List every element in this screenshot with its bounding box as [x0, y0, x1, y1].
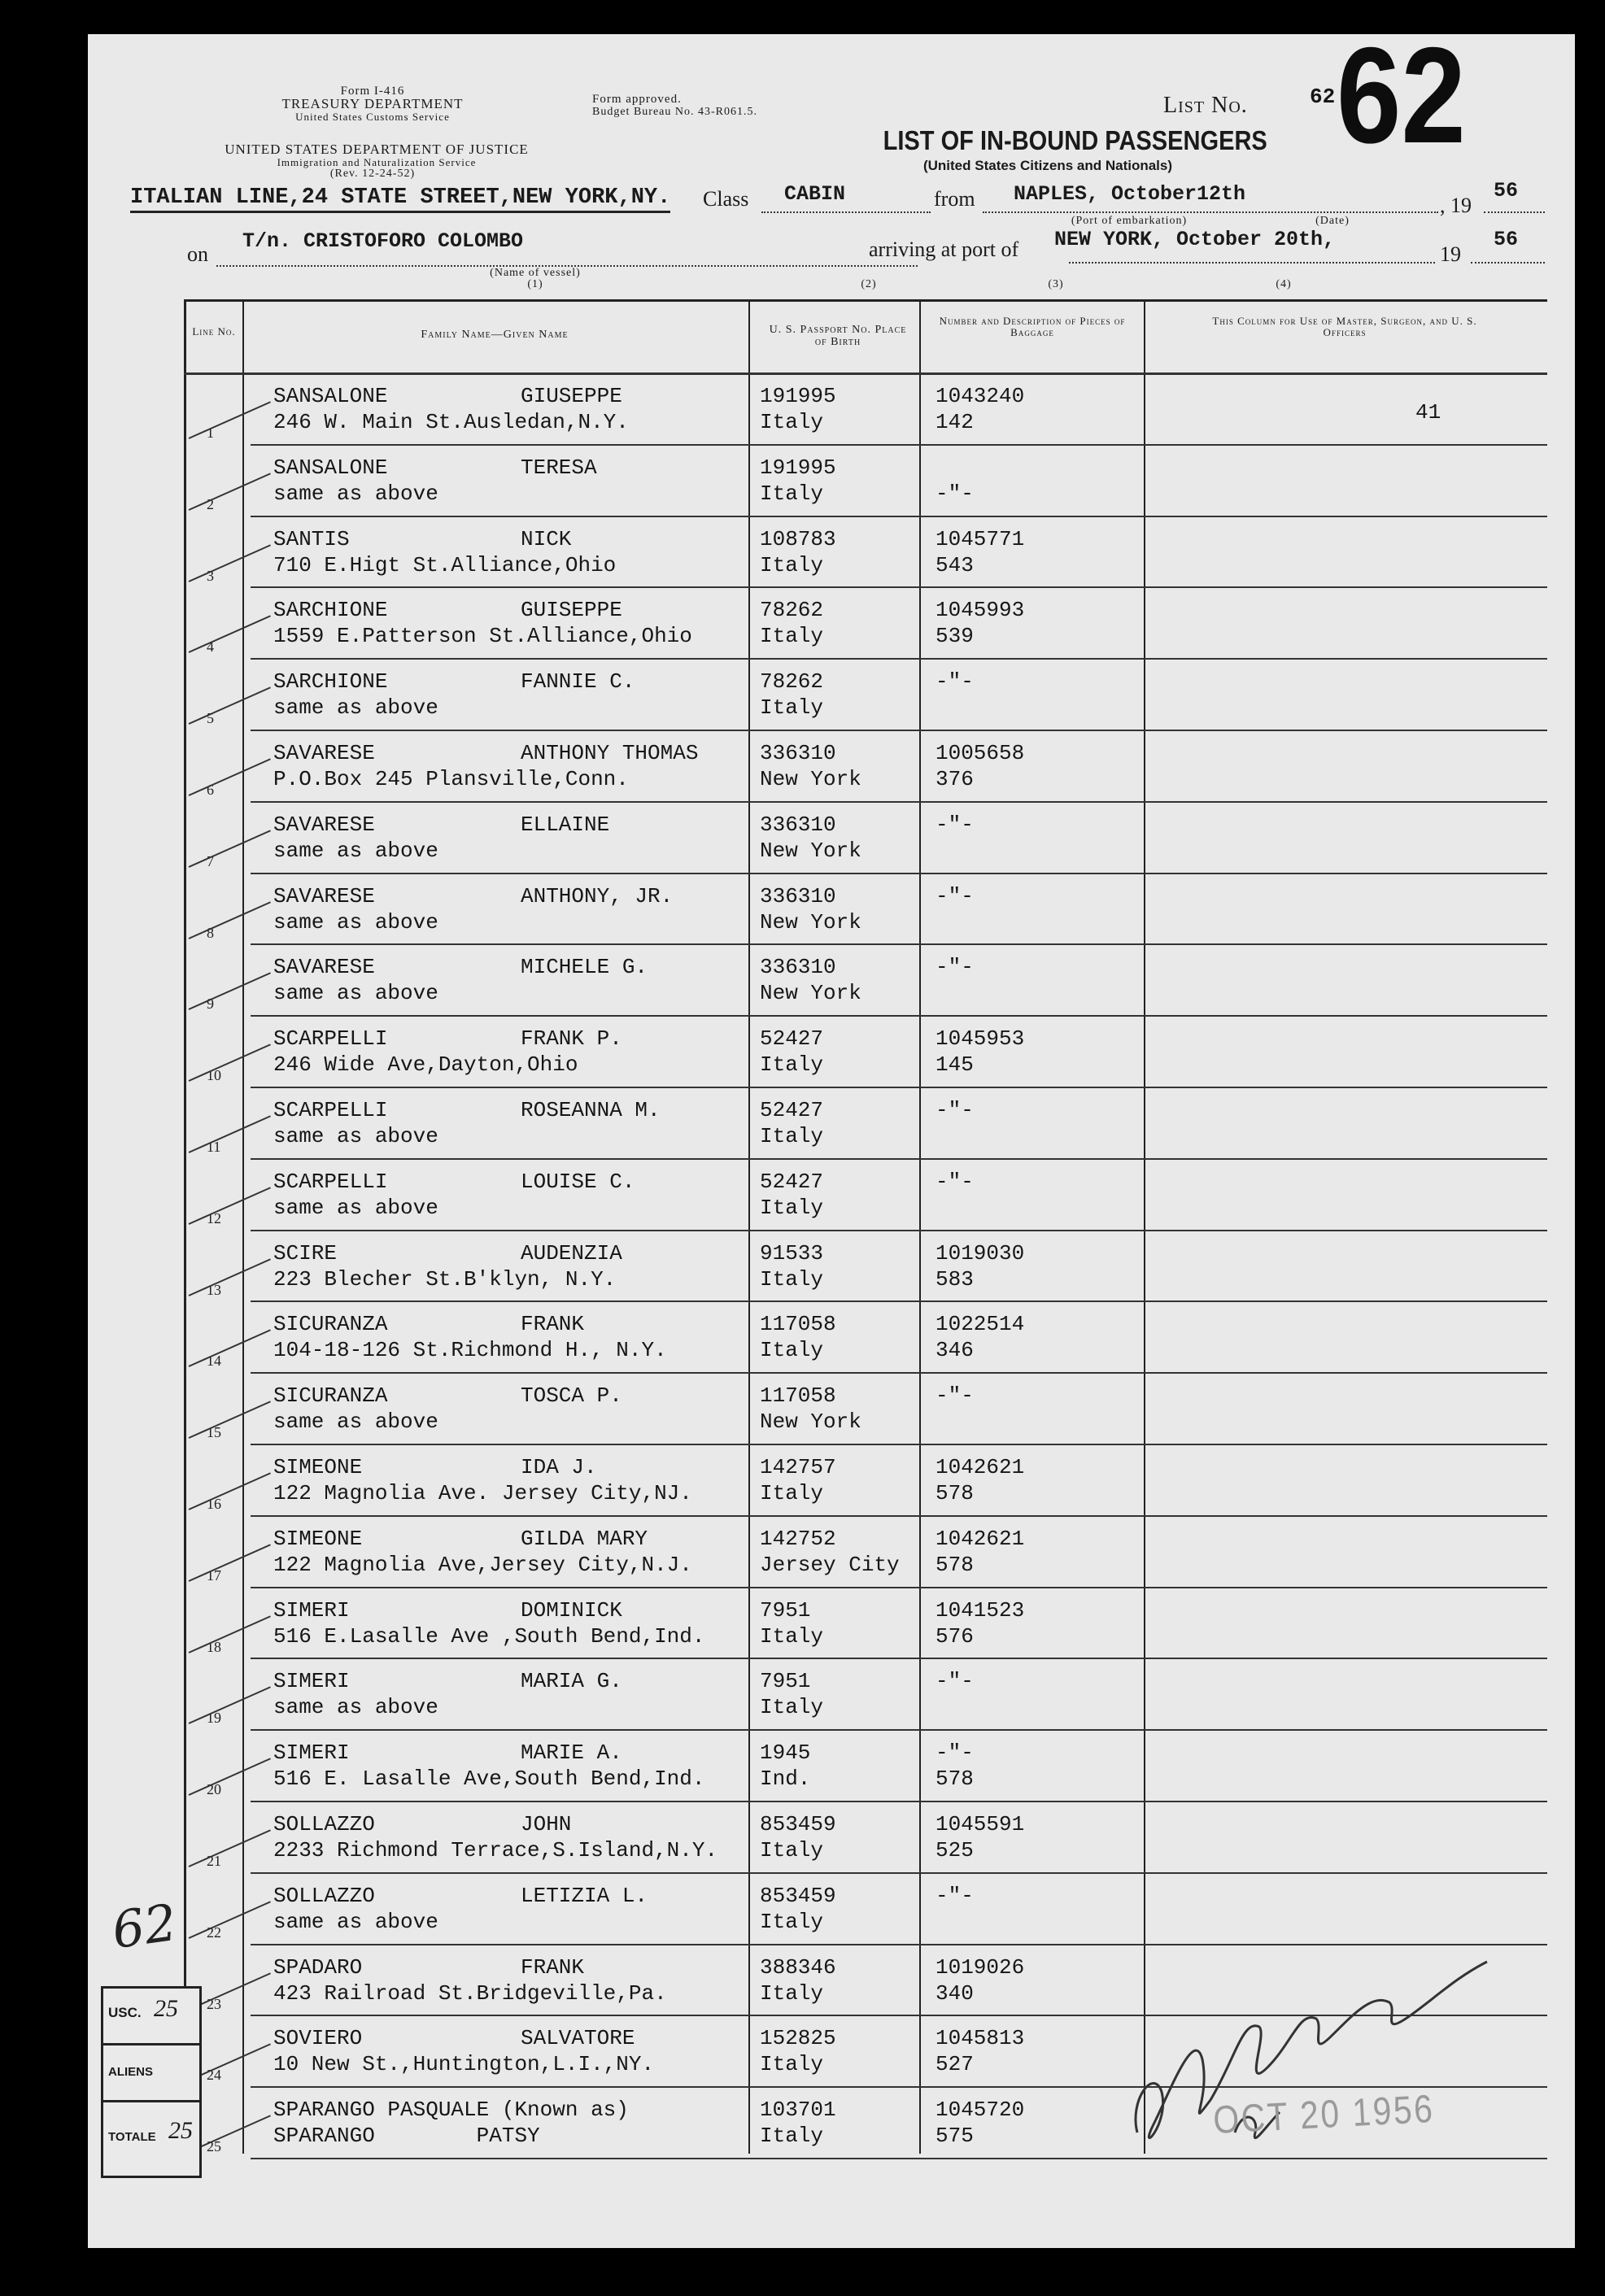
address: 122 Magnolia Ave. Jersey City,NJ.	[273, 1481, 692, 1505]
given-name: FRANK	[521, 1312, 585, 1336]
passport-number: 78262	[760, 669, 824, 694]
place-of-birth: Italy	[760, 1052, 824, 1077]
place-of-birth: Italy	[760, 1838, 824, 1863]
address: same as above	[273, 1124, 438, 1148]
col-baggage-heading: Number and Description of Pieces of Baggage	[939, 315, 1126, 338]
place-of-birth: Italy	[760, 1267, 824, 1292]
line-number: 18	[207, 1639, 221, 1655]
usc-label: USC.	[108, 2005, 142, 2020]
place-of-birth: Italy	[760, 2052, 824, 2076]
line-number: 16	[207, 1496, 221, 1512]
form-number: Form I-416	[340, 85, 405, 98]
given-name: ELLAINE	[521, 813, 610, 837]
row-divider	[251, 1372, 1547, 1374]
family-name: SPARANGO PASQUALE (Known as)	[273, 2098, 629, 2122]
baggage-number: -"-	[936, 813, 974, 837]
baggage-number: 1045953	[936, 1026, 1025, 1051]
form-approved: Form approved.	[592, 93, 682, 106]
class-value: CABIN	[784, 182, 846, 206]
baggage-pieces: 145	[936, 1052, 974, 1077]
col-passport-heading: U. S. Passport No. Place of Birth	[769, 324, 907, 348]
baggage-number: -"-	[936, 1884, 974, 1908]
address: 423 Railroad St.Bridgeville,Pa.	[273, 1981, 667, 2006]
row-divider	[251, 586, 1547, 588]
family-name: SAVARESE	[273, 884, 375, 908]
baggage-pieces: 142	[936, 410, 974, 434]
line-number: 11	[207, 1139, 221, 1155]
baggage-pieces: 543	[936, 553, 974, 577]
document-page	[88, 19, 1575, 2248]
row-divider	[251, 1515, 1547, 1517]
line-number: 15	[207, 1424, 221, 1440]
line-number: 4	[207, 638, 214, 655]
baggage-pieces: -"-	[936, 481, 974, 506]
row-divider	[251, 516, 1547, 517]
family-name: SIMERI	[273, 1741, 350, 1765]
baggage-pieces: 578	[936, 1481, 974, 1505]
passport-number: 336310	[760, 813, 836, 837]
col-officers-heading: This Column for Use of Master, Surgeon, and U. S. Officers	[1212, 315, 1477, 338]
vessel-name: T/n. CRISTOFORO COLOMBO	[242, 229, 524, 253]
row-divider	[251, 1015, 1547, 1017]
given-name: GILDA MARY	[521, 1527, 648, 1551]
line-number: 3	[207, 568, 214, 584]
class-label: Class	[703, 187, 749, 211]
family-name: SOLLAZZO	[273, 1812, 375, 1836]
passport-number: 117058	[760, 1312, 836, 1336]
passport-number: 336310	[760, 741, 836, 765]
baggage-number: 1043240	[936, 384, 1025, 408]
baggage-pieces: 539	[936, 624, 974, 648]
address: P.O.Box 245 Plansville,Conn.	[273, 767, 629, 791]
list-no-small: 62	[1310, 85, 1336, 109]
row-divider	[251, 1300, 1547, 1302]
given-name: FRANK P.	[521, 1026, 622, 1051]
baggage-number: 1022514	[936, 1312, 1025, 1336]
given-name: ANTHONY THOMAS	[521, 741, 699, 765]
line-number: 9	[207, 996, 214, 1012]
passport-number: 853459	[760, 1884, 836, 1908]
line-number: 14	[207, 1353, 221, 1369]
baggage-number: -"-	[936, 1383, 974, 1408]
received-date-stamp: OCT 20 1956	[1212, 2087, 1436, 2142]
row-divider	[251, 658, 1547, 660]
baggage-number: 1045720	[936, 2098, 1025, 2122]
line-number: 7	[207, 853, 214, 869]
row-divider	[251, 1872, 1547, 1874]
line-number: 23	[207, 1996, 221, 2012]
given-name: GIUSEPPE	[521, 384, 622, 408]
address: 246 Wide Ave,Dayton,Ohio	[273, 1052, 578, 1077]
place-of-birth: Italy	[760, 553, 824, 577]
baggage-number: -"-	[936, 1669, 974, 1693]
place-of-birth: Italy	[760, 1624, 824, 1649]
place-of-birth: Italy	[760, 1981, 824, 2006]
passport-number: 336310	[760, 955, 836, 979]
baggage-pieces: 578	[936, 1767, 974, 1791]
usc-box	[101, 1986, 202, 2050]
line-number: 10	[207, 1067, 221, 1083]
baggage-number: 1019026	[936, 1955, 1025, 1980]
passport-number: 52427	[760, 1098, 824, 1122]
baggage-pieces: 527	[936, 2052, 974, 2076]
address: 246 W. Main St.Ausledan,N.Y.	[273, 410, 629, 434]
address: 710 E.Higt St.Alliance,Ohio	[273, 553, 617, 577]
family-name: SIMEONE	[273, 1527, 363, 1551]
justice-dept: UNITED STATES DEPARTMENT OF JUSTICE	[225, 142, 529, 157]
place-of-birth: New York	[760, 767, 861, 791]
treasury-dept: TREASURY DEPARTMENT	[281, 96, 464, 111]
baggage-number: -"-	[936, 884, 974, 908]
passport-number: 108783	[760, 527, 836, 551]
place-of-birth: Italy	[760, 1338, 824, 1362]
passport-number: 7951	[760, 1598, 811, 1623]
address: SPARANGO PATSY	[273, 2124, 540, 2148]
given-name: NICK	[521, 527, 572, 551]
baggage-pieces: 346	[936, 1338, 974, 1362]
line-number: 2	[207, 496, 214, 512]
given-name: IDA J.	[521, 1455, 597, 1479]
row-divider	[251, 943, 1547, 945]
family-name: SANTIS	[273, 527, 350, 551]
place-of-birth: Italy	[760, 1481, 824, 1505]
given-name: TOSCA P.	[521, 1383, 622, 1408]
row-divider	[251, 801, 1547, 803]
baggage-number: 1045591	[936, 1812, 1025, 1836]
line-number: 20	[207, 1781, 221, 1797]
place-of-birth: Italy	[760, 1695, 824, 1719]
place-of-birth: Italy	[760, 1124, 824, 1148]
baggage-number: -"-	[936, 1170, 974, 1194]
baggage-pieces: 340	[936, 1981, 974, 2006]
address: same as above	[273, 1409, 438, 1434]
baggage-number: 1042621	[936, 1527, 1025, 1551]
passport-number: 191995	[760, 455, 836, 480]
form-title: LIST OF IN-BOUND PASSENGERS	[883, 125, 1267, 155]
address: same as above	[273, 1196, 438, 1220]
address: 516 E. Lasalle Ave,South Bend,Ind.	[273, 1767, 705, 1791]
place-of-birth: New York	[760, 839, 861, 863]
passport-number: 853459	[760, 1812, 836, 1836]
passport-number: 1945	[760, 1741, 811, 1765]
passport-number: 388346	[760, 1955, 836, 1980]
baggage-pieces: 575	[936, 2124, 974, 2148]
form-subtitle: (United States Citizens and Nationals)	[922, 158, 1173, 173]
row-divider	[251, 1658, 1547, 1659]
year-2: 56	[1494, 228, 1519, 251]
passport-number: 7951	[760, 1669, 811, 1693]
passport-number: 103701	[760, 2098, 836, 2122]
given-name: MICHELE G.	[521, 955, 648, 979]
place-of-birth: Italy	[760, 481, 824, 506]
baggage-number: 1019030	[936, 1241, 1025, 1266]
address: same as above	[273, 481, 438, 506]
place-of-birth: New York	[760, 1409, 861, 1434]
col-num-2: (2)	[861, 278, 877, 290]
baggage-pieces: 525	[936, 1838, 974, 1863]
row-divider	[251, 873, 1547, 874]
line-number: 1	[207, 425, 214, 441]
family-name: SCARPELLI	[273, 1098, 388, 1122]
ins-service: Immigration and Naturalization Service	[277, 156, 477, 168]
baggage-number: 1045771	[936, 527, 1025, 551]
family-name: SIMERI	[273, 1669, 350, 1693]
totale-box	[101, 2100, 202, 2178]
customs-service: United States Customs Service	[295, 111, 450, 123]
line-number: 13	[207, 1282, 221, 1298]
place-of-birth: Italy	[760, 1196, 824, 1220]
family-name: SARCHIONE	[273, 598, 388, 622]
family-name: SARCHIONE	[273, 669, 388, 694]
line-number: 6	[207, 782, 214, 798]
given-name: MARIA G.	[521, 1669, 622, 1693]
family-name: SCARPELLI	[273, 1026, 388, 1051]
line-number: 24	[207, 2067, 221, 2083]
family-name: SICURANZA	[273, 1312, 388, 1336]
given-name: SALVATORE	[521, 2026, 635, 2050]
row-divider	[251, 1587, 1547, 1588]
row-divider	[251, 1230, 1547, 1231]
arrival-value: NEW YORK, October 20th,	[1054, 228, 1336, 251]
totale-label: TOTALE	[108, 2130, 156, 2144]
place-of-birth: Italy	[760, 695, 824, 720]
date-caption: (Date)	[1315, 215, 1350, 227]
col-num-3: (3)	[1048, 278, 1064, 290]
family-name: SAVARESE	[273, 955, 375, 979]
baggage-number: 1045993	[936, 598, 1025, 622]
baggage-number: 1042621	[936, 1455, 1025, 1479]
family-name: SOLLAZZO	[273, 1884, 375, 1908]
line-number: 22	[207, 1924, 221, 1941]
passport-number: 191995	[760, 384, 836, 408]
passport-number: 78262	[760, 598, 824, 622]
family-name: SCARPELLI	[273, 1170, 388, 1194]
col-line-heading: Line No.	[192, 325, 236, 338]
address: 10 New St.,Huntington,L.I.,NY.	[273, 2052, 655, 2076]
address: 1559 E.Patterson St.Alliance,Ohio	[273, 624, 692, 648]
baggage-pieces: 583	[936, 1267, 974, 1292]
passport-number: 91533	[760, 1241, 824, 1266]
baggage-pieces: 576	[936, 1624, 974, 1649]
address: 516 E.Lasalle Ave ,South Bend,Ind.	[273, 1624, 705, 1649]
place-of-birth: Italy	[760, 2124, 824, 2148]
address: same as above	[273, 1910, 438, 1934]
usc-value: 25	[154, 1995, 178, 2022]
line-number: 5	[207, 710, 214, 726]
given-name: FANNIE C.	[521, 669, 635, 694]
year-prefix-1: , 19	[1440, 194, 1472, 217]
given-name: GUISEPPE	[521, 598, 622, 622]
passport-number: 336310	[760, 884, 836, 908]
given-name: TERESA	[521, 455, 597, 480]
baggage-pieces: 578	[936, 1553, 974, 1577]
given-name: LETIZIA L.	[521, 1884, 648, 1908]
line-number: 19	[207, 1710, 221, 1726]
row-divider	[251, 1729, 1547, 1731]
baggage-number: 1005658	[936, 741, 1025, 765]
given-name: ANTHONY, JR.	[521, 884, 674, 908]
budget-bureau: Budget Bureau No. 43-R061.5.	[592, 106, 757, 118]
on-label: on	[187, 242, 208, 266]
aliens-label: ALIENS	[108, 2065, 154, 2079]
place-of-birth: New York	[760, 910, 861, 935]
place-of-birth: Jersey City	[760, 1553, 900, 1577]
address: same as above	[273, 1695, 438, 1719]
row-divider	[251, 1158, 1547, 1160]
address: same as above	[273, 839, 438, 863]
family-name: SIMEONE	[273, 1455, 363, 1479]
line-number: 8	[207, 925, 214, 941]
family-name: SAVARESE	[273, 813, 375, 837]
line-number: 12	[207, 1210, 221, 1226]
address: 122 Magnolia Ave,Jersey City,N.J.	[273, 1553, 692, 1577]
address: same as above	[273, 695, 438, 720]
col-num-1: (1)	[527, 278, 543, 290]
given-name: AUDENZIA	[521, 1241, 622, 1266]
family-name: SOVIERO	[273, 2026, 363, 2050]
col-num-4: (4)	[1276, 278, 1292, 290]
passport-number: 52427	[760, 1026, 824, 1051]
family-name: SICURANZA	[273, 1383, 388, 1408]
year-1: 56	[1494, 179, 1519, 203]
place-of-birth: Italy	[760, 410, 824, 434]
baggage-number: -"-	[936, 669, 974, 694]
place-of-birth: Italy	[760, 1910, 824, 1934]
handwritten-list-number: 62	[108, 1892, 181, 1961]
given-name: JOHN	[521, 1812, 572, 1836]
baggage-number: -"-	[936, 955, 974, 979]
row-divider	[251, 1801, 1547, 1802]
from-value: NAPLES, October12th	[1014, 182, 1246, 206]
given-name: LOUISE C.	[521, 1170, 635, 1194]
family-name: SPADARO	[273, 1955, 363, 1980]
form-revision: (Rev. 12-24-52)	[329, 168, 416, 180]
officer-note: 41	[1415, 400, 1441, 425]
place-of-birth: Ind.	[760, 1767, 811, 1791]
family-name: SCIRE	[273, 1241, 338, 1266]
given-name: MARIE A.	[521, 1741, 622, 1765]
place-of-birth: New York	[760, 981, 861, 1005]
list-no-label: List No.	[1163, 93, 1248, 118]
vessel-caption: (Name of vessel)	[490, 267, 581, 279]
place-of-birth: Italy	[760, 624, 824, 648]
from-label: from	[934, 187, 975, 211]
given-name: DOMINICK	[521, 1598, 622, 1623]
line-number: 25	[207, 2138, 221, 2154]
line-number: 21	[207, 1853, 221, 1869]
year-prefix-2: 19	[1440, 242, 1461, 266]
family-name: SIMERI	[273, 1598, 350, 1623]
passport-number: 52427	[760, 1170, 824, 1194]
baggage-number: 1045813	[936, 2026, 1025, 2050]
baggage-number: -"-	[936, 1098, 974, 1122]
port-embarkation-caption: (Port of embarkation)	[1071, 215, 1188, 227]
row-divider	[251, 730, 1547, 731]
list-no-big: 62	[1337, 19, 1466, 172]
address: same as above	[273, 910, 438, 935]
baggage-number: -"-	[936, 1741, 974, 1765]
totale-value: 25	[168, 2117, 193, 2144]
aliens-box	[101, 2043, 202, 2106]
passport-number: 152825	[760, 2026, 836, 2050]
row-divider	[251, 1087, 1547, 1088]
col-name-heading: Family Name—Given Name	[421, 329, 569, 341]
company-name: ITALIAN LINE,24 STATE STREET,NEW YORK,NY.	[130, 185, 670, 213]
address: same as above	[273, 981, 438, 1005]
row-divider	[251, 444, 1547, 446]
passport-number: 142757	[760, 1455, 836, 1479]
family-name: SAVARESE	[273, 741, 375, 765]
given-name: FRANK	[521, 1955, 585, 1980]
address: 104-18-126 St.Richmond H., N.Y.	[273, 1338, 667, 1362]
arriving-label: arriving at port of	[869, 237, 1019, 261]
baggage-pieces: 376	[936, 767, 974, 791]
family-name: SANSALONE	[273, 455, 388, 480]
line-number: 17	[207, 1567, 221, 1584]
given-name: ROSEANNA M.	[521, 1098, 661, 1122]
address: 223 Blecher St.B'klyn, N.Y.	[273, 1267, 617, 1292]
row-divider	[251, 1444, 1547, 1445]
family-name: SANSALONE	[273, 384, 388, 408]
baggage-number: 1041523	[936, 1598, 1025, 1623]
passenger-table	[184, 299, 1547, 2156]
passport-number: 142752	[760, 1527, 836, 1551]
passport-number: 117058	[760, 1383, 836, 1408]
address: 2233 Richmond Terrace,S.Island,N.Y.	[273, 1838, 718, 1863]
